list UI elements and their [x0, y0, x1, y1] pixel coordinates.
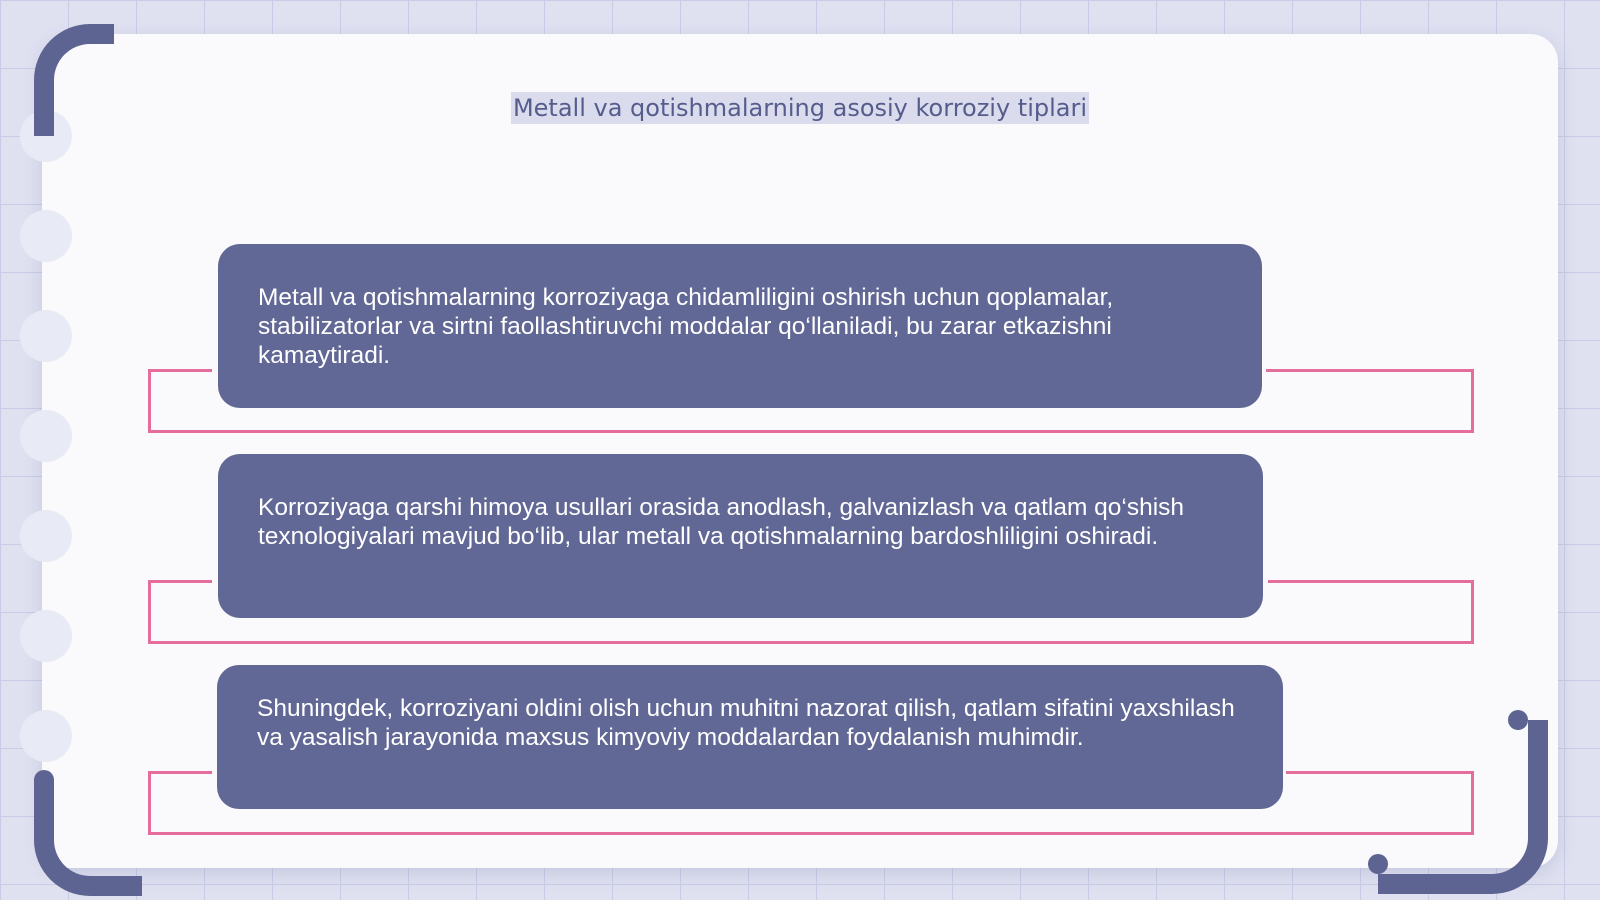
info-box-text: Korroziyaga qarshi himoya usullari orasida anodlash, galvanizlash va qatlam qo‘shish texnologiyalari mavjud bo‘lib, ular metall va qotishmalarning bardoshliligini oshiradi.	[258, 494, 1185, 550]
decorative-scallop	[20, 210, 72, 262]
bracket-cap	[1368, 854, 1388, 874]
bracket-cap	[1508, 710, 1528, 730]
info-box-3	[217, 665, 1283, 809]
decorative-scallop	[20, 410, 72, 462]
info-box-2	[218, 454, 1263, 618]
slide-title	[0, 94, 1600, 122]
decorative-scallop	[20, 510, 72, 562]
info-box-1	[218, 244, 1262, 408]
decorative-scallop	[20, 610, 72, 662]
slide-title-text: Metall va qotishmalarning asosiy korroziy tiplari	[512, 94, 1088, 122]
bracket-cap	[34, 770, 54, 790]
decorative-scallop	[20, 310, 72, 362]
decorative-scallop	[20, 710, 72, 762]
info-box-text: Shuningdek, korroziyani oldini olish uchun muhitni nazorat qilish, qatlam sifatini yaxshilash va yasalish jarayonida maxsus kimyoviy moddalardan foydalanish muhimdir.	[257, 695, 1235, 751]
info-box-text: Metall va qotishmalarning korroziyaga chidamliligini oshirish uchun qoplamalar, stabilizatorlar va sirtni faollashtiruvchi moddalar qo‘llaniladi, bu zarar etkazishni kamaytiradi.	[258, 284, 1114, 369]
corner-bracket-bottom-left	[34, 780, 142, 896]
